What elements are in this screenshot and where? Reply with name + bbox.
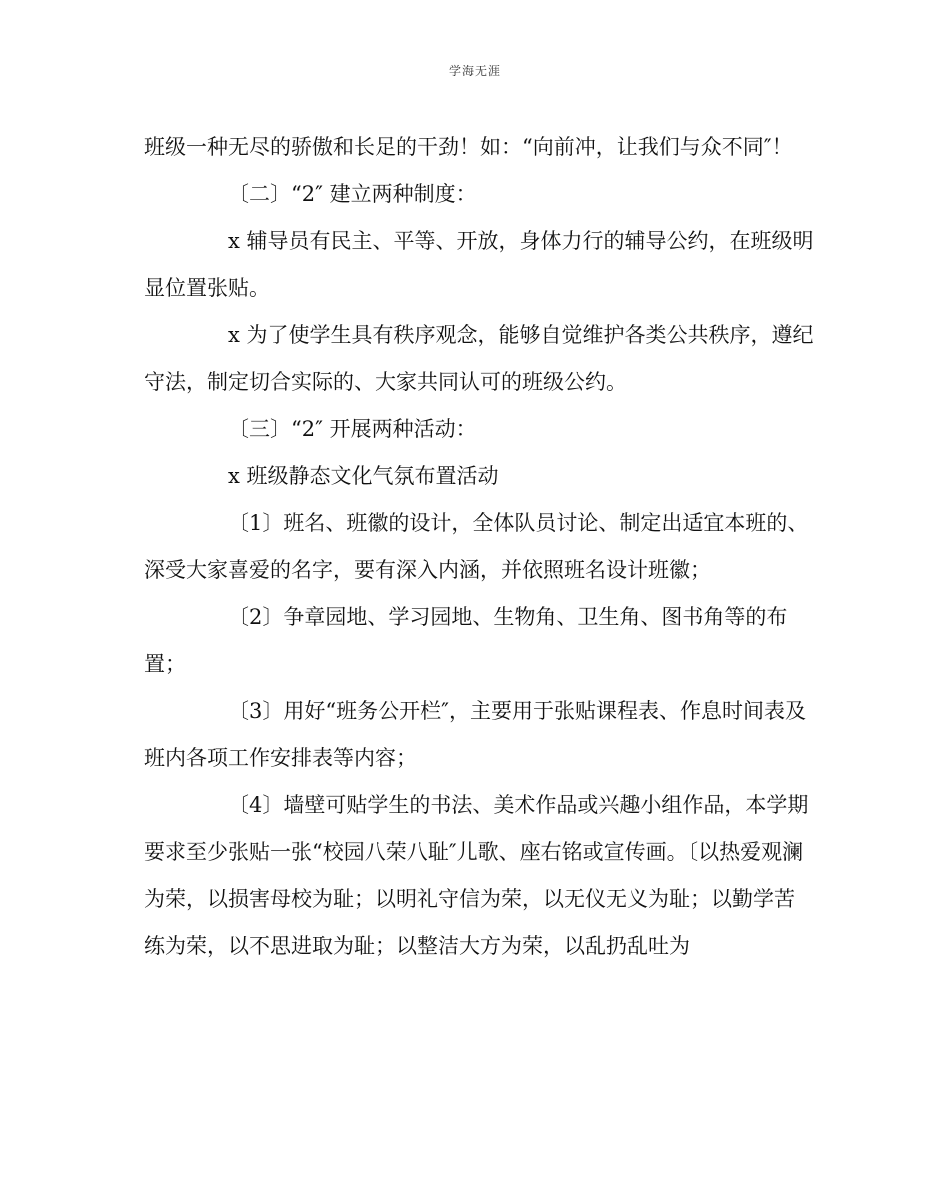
paragraph-9: 〔3〕用好“班务公开栏″，主要用于张贴课程表、作息时间表及班内各项工作安排表等内容；: [144, 699, 806, 770]
paragraph-3: x 辅导员有民主、平等、开放，身体力行的辅导公约，在班级明显位置张贴。: [144, 229, 814, 300]
paragraph-8: 〔2〕争章园地、学习园地、生物角、卫生角、图书角等的布置；: [144, 605, 788, 676]
paragraph-7: 〔1〕班名、班徽的设计，全体队员讨论、制定出适宜本班的、深受大家喜爱的名字，要有深入内涵，并依照班名设计班徽；: [144, 511, 809, 582]
paragraph-2: 〔二〕“2″ 建立两种制度：: [228, 182, 477, 206]
paragraph-10: 〔4〕墙壁可贴学生的书法、美术作品或兴趣小组作品，本学期要求至少张贴一张“校园八荣八耻″儿歌、座右铭或宣传画。〔以热爱观澜为荣，以损害母校为耻；以明礼守信为荣，以无仪无义为耻；以勤学苦练为荣，以不思进取为耻；以整洁大方为荣，以乱扔乱吐为: [144, 793, 809, 958]
paragraph-6: x 班级静态文化气氛布置活动: [228, 464, 499, 488]
document-body: [144, 124, 814, 970]
paragraph-4: x 为了使学生具有秩序观念，能够自觉维护各类公共秩序，遵纪守法，制定切合实际的、大家共同认可的班级公约。: [144, 323, 814, 394]
page-header: 学海无涯: [448, 64, 501, 78]
paragraph-5: 〔三〕“2″ 开展两种活动：: [228, 417, 477, 441]
paragraph-1: 班级一种无尽的骄傲和长足的干劲！如：“向前冲，让我们与众不同″！: [144, 135, 793, 159]
